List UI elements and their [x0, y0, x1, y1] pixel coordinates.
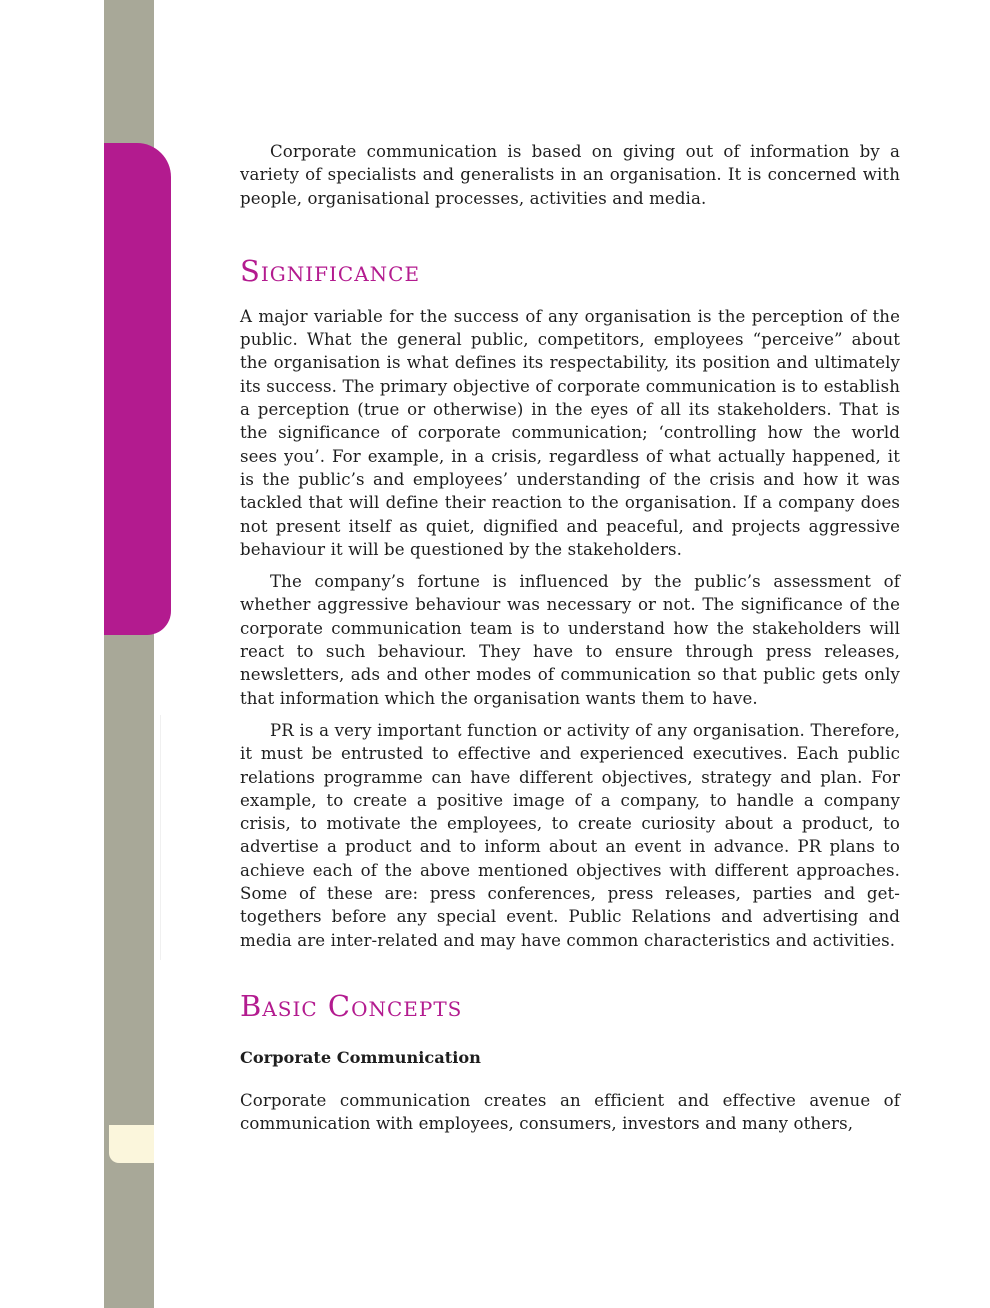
divider	[160, 715, 161, 960]
intro-paragraph: Corporate communication is based on giving out of information by a variety of specialists and generalists in an organisation. It is concerned with people, organisational processes, activities and media.	[240, 142, 900, 208]
basic-concepts-heading: Basic Concepts	[240, 988, 463, 1023]
page-content	[240, 140, 900, 1136]
basic-concepts-paragraph: Corporate communication creates an efficient and effective avenue of communication with employees, consumers, investors and many others,	[240, 1090, 900, 1134]
significance-paragraph-1: A major variable for the success of any organisation is the perception of the public. What the general public, competitors, employees “perceive” about the organisation is what defines its respectability, its position and ultimately its success. The primary objective of corporate communication is to establish a perception (true or otherwise) in the eyes of all its stakeholders. That is the significance of corporate communication; ‘controlling how the world sees you’. For example, in a crisis, regardless of what actually happened, it is the public’s and employees’ understanding of the crisis and how it was tackled that will define their reaction to the organisation. If a company does not present itself as quiet, dignified and peaceful, and projects aggressive behaviour it will be questioned by the stakeholders.	[240, 306, 900, 559]
significance-paragraph-3: PR is a very important function or activity of any organisation. Therefore, it must be entrusted to effective and experienced executives. Each public relations programme can have different objectives, strategy and plan. For example, to create a positive image of a company, to handle a company crisis, to motivate the employees, to create curiosity about a product, to advertise a product and to inform about an event in advance. PR plans to achieve each of the above mentioned objectives with different approaches. Some of these are: press conferences, press releases, parties and get-togethers before any special event. Public Relations and advertising and media are inter-related and may have common characteristics and activities.	[240, 720, 900, 950]
page-tab	[109, 1125, 154, 1163]
significance-paragraph-2: The company’s fortune is influenced by the public’s assessment of whether aggressive behaviour was necessary or not. The significance of the corporate communication team is to understand how the stakeholders will react to such behaviour. They have to ensure through press releases, newsletters, ads and other modes of communication so that public gets only that information which the organisation wants them to have.	[240, 572, 900, 708]
significance-heading: Significance	[240, 253, 421, 288]
corporate-communication-subheading: Corporate Communication	[240, 1047, 481, 1067]
chapter-tab	[104, 143, 171, 635]
